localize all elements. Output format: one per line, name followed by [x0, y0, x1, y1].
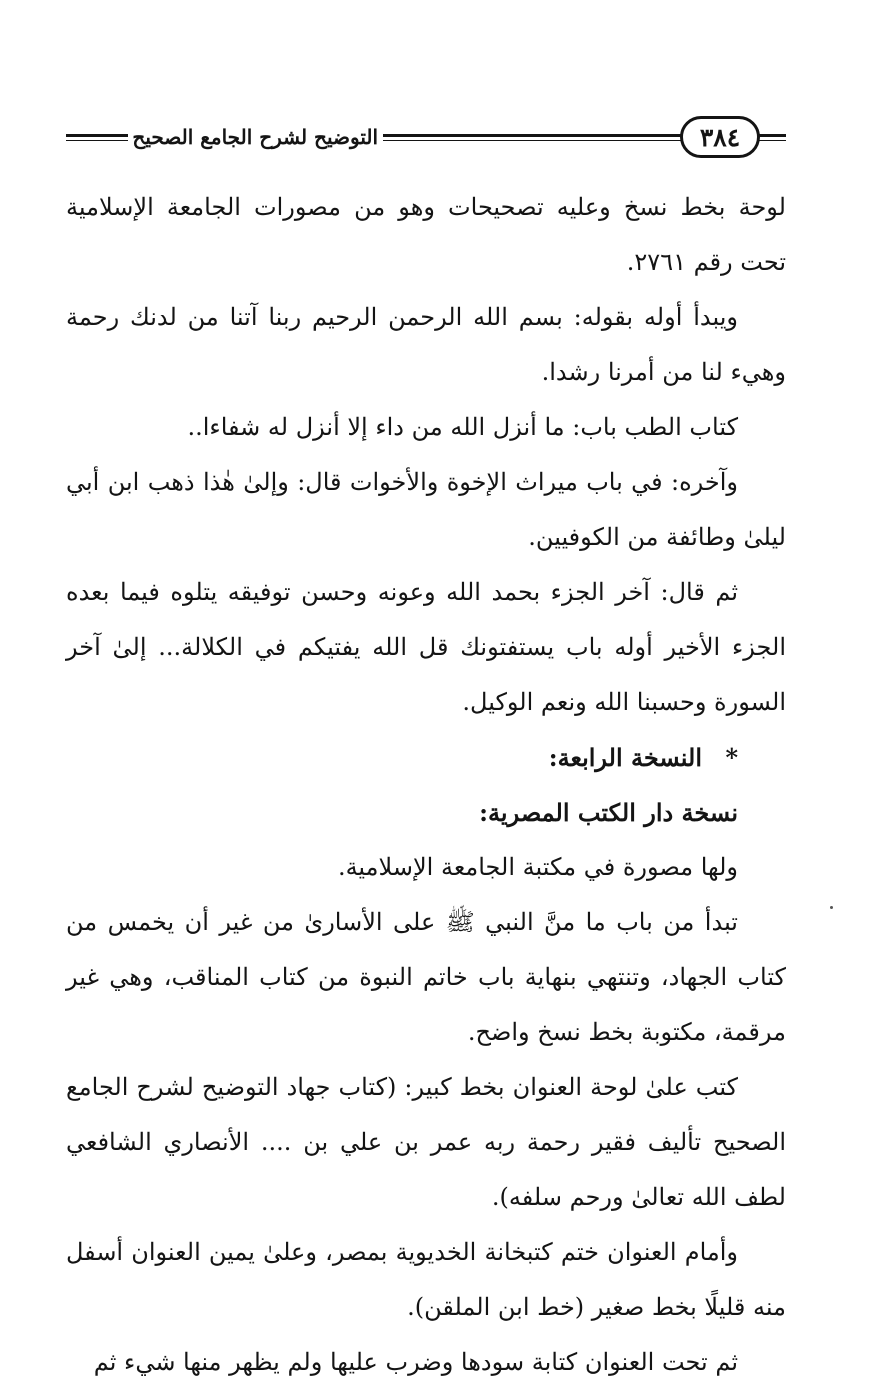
header-rule-middle — [383, 134, 709, 141]
subheading: نسخة دار الكتب المصرية: — [479, 798, 738, 827]
paragraph-8: كتب علىٰ لوحة العنوان بخط كبير: (كتاب جهاد التوضيح لشرح الجامع الصحيح تأليف فقير رحمة ربه عمر بن علي بن .... الأنصاري الشافعي لطف الله تعالىٰ ورحم سلفه). — [66, 1073, 786, 1211]
header-rule-left — [66, 134, 128, 141]
page-number: ٣٨٤ — [680, 116, 760, 158]
running-header — [64, 116, 786, 160]
paragraph-7: تبدأ من باب ما منَّ النبي ﷺ على الأسارىٰ من غير أن يخمس من كتاب الجهاد، وتنتهي بنهاية باب خاتم النبوة من كتاب المناقب، وهي غير مرقمة، مكتوبة بخط نسخ واضح. — [66, 908, 786, 1046]
paragraph-4: وآخره: في باب ميراث الإخوة والأخوات قال: وإلىٰ هٰذا ذهب ابن أبي ليلىٰ وطائفة من الكوفيين. — [66, 468, 786, 551]
paragraph-9: وأمام العنوان ختم كتبخانة الخديوية بمصر، وعلىٰ يمين العنوان أسفل منه قليلًا بخط صغير (خط ابن الملقن). — [66, 1238, 786, 1321]
section-heading: النسخة الرابعة: — [548, 743, 702, 772]
section-heading-row — [66, 730, 786, 785]
paragraph-2: ويبدأ أوله بقوله: بسم الله الرحمن الرحيم ربنا آتنا من لدنك رحمة وهيء لنا من أمرنا رشدا. — [66, 303, 786, 386]
header-rule-right — [759, 134, 786, 141]
paragraph-10: ثم تحت العنوان كتابة سودها وضرب عليها ولم يظهر منها شيء ثم — [93, 1348, 738, 1376]
paragraph-6: ولها مصورة في مكتبة الجامعة الإسلامية. — [337, 853, 738, 881]
scan-speck — [830, 906, 833, 909]
page-body — [66, 180, 786, 1390]
paragraph-5: ثم قال: آخر الجزء بحمد الله وعونه وحسن توفيقه يتلوه فيما بعده الجزء الأخير أوله باب يستفتونك قل الله يفتيكم في الكلالة... إلىٰ آخر السورة وحسبنا الله ونعم الوكيل. — [66, 578, 786, 716]
running-title: التوضيح لشرح الجامع الصحيح — [132, 125, 378, 149]
asterisk-marker: * — [725, 743, 738, 772]
paragraph-1: لوحة بخط نسخ وعليه تصحيحات وهو من مصورات الجامعة الإسلامية تحت رقم ٢٧٦١. — [66, 193, 786, 276]
paragraph-3: كتاب الطب باب: ما أنزل الله من داء إلا أنزل له شفاءا.. — [187, 413, 738, 441]
